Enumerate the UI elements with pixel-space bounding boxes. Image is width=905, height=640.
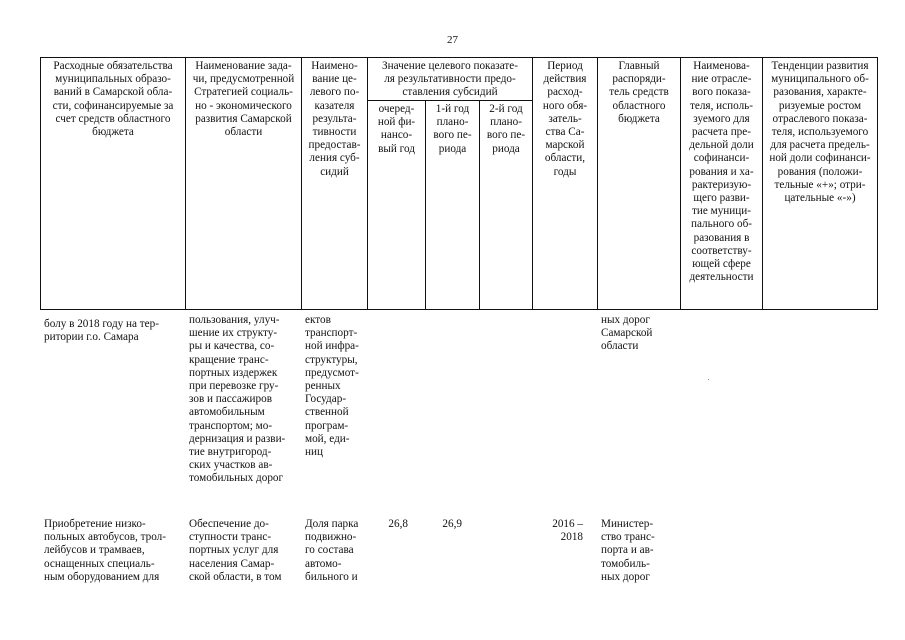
table-cell: 2016 – 2018 — [552, 518, 583, 544]
header-cell: 1-й год плано- вого пе- риода — [433, 103, 472, 155]
table-cell-value: 26,9 — [442, 518, 462, 530]
header-cell: Значение целевого показате- ля результативности предо- ставления субсидий — [382, 60, 518, 99]
header-cell: очеред- ной фи- нансо- вый год — [377, 103, 416, 155]
table-cell: Министер- ство транс- порта и ав- томобиль- ных дорог — [601, 518, 655, 583]
table-right-border — [877, 57, 878, 310]
table-cell: Доля парка подвижно- го состава автомо- бильного и — [305, 518, 359, 583]
header-cell: Главный распоряди- тель средств областного бюджета — [609, 60, 669, 125]
header-cell: Период действия расход- ного обя- затель- ства Са- марской области, годы — [542, 60, 588, 178]
table-top-border — [40, 57, 878, 58]
header-cell: Расходные обязательства муниципальных образо- ваний в Самарской обла- сти, софинансируемые за счет средств областного бюджета — [52, 60, 174, 139]
table-cell: пользования, улуч- шение их структу- ры и качества, со- кращение транс- портных издержек при перевозке гру- зов и пассажиров автомобильным транспортом; мо- дернизация и разви- тие внутригород- ских участков ав- томобильных дорог — [189, 314, 286, 485]
page-number: 27 — [447, 34, 458, 46]
header-cell: Наименование зада- чи, предусмотренной Стратегией социаль- но - экономического развития Самарской области — [192, 60, 295, 139]
header-cell: Наимено- вание це- левого по- казателя результа- тивности предостав- ления суб- сидий — [308, 60, 361, 178]
table-cell: Обеспечение до- ступности транс- портных услуг для населения Самар- ской области, в том — [189, 518, 282, 583]
table-cell: болу в 2018 году на тер- ритории г.о. Самара — [44, 318, 159, 344]
subheader-divider — [367, 100, 532, 101]
table-cell-value: 26,8 — [388, 518, 408, 530]
table-cell: ных дорог Самарской области — [601, 314, 653, 353]
header-cell: Тенденции развития муниципального об- разования, характе- ризуемые ростом отраслевого показа- теля, используемого для расчета предель- ной доли софинанси- рования (положи- тельные «+»; отри- цательные «-») — [769, 60, 871, 205]
table-cell: Приобретение низко- польных автобусов, трол- лейбусов и трамваев, оснащенных специаль- ным оборудованием для — [44, 518, 166, 583]
header-cell: Наименова- ние отрасле- вого показа- теля, исполь- зуемого для расчета пре- дельной доли софинанси- рования и ха- рактеризую- щего разви- тие муници- пального об- разования в соответству- ющей сфере деятельности — [689, 60, 754, 284]
header-cell: 2-й год плано- вого пе- риода — [486, 103, 526, 155]
scan-speck — [708, 379, 709, 380]
header-bottom-border — [40, 309, 878, 310]
table-cell: ектов транспорт- ной инфра- структуры, предусмот- ренных Государ- ственной програм- мой, еди- ниц — [305, 314, 359, 459]
table-left-border — [40, 57, 41, 310]
